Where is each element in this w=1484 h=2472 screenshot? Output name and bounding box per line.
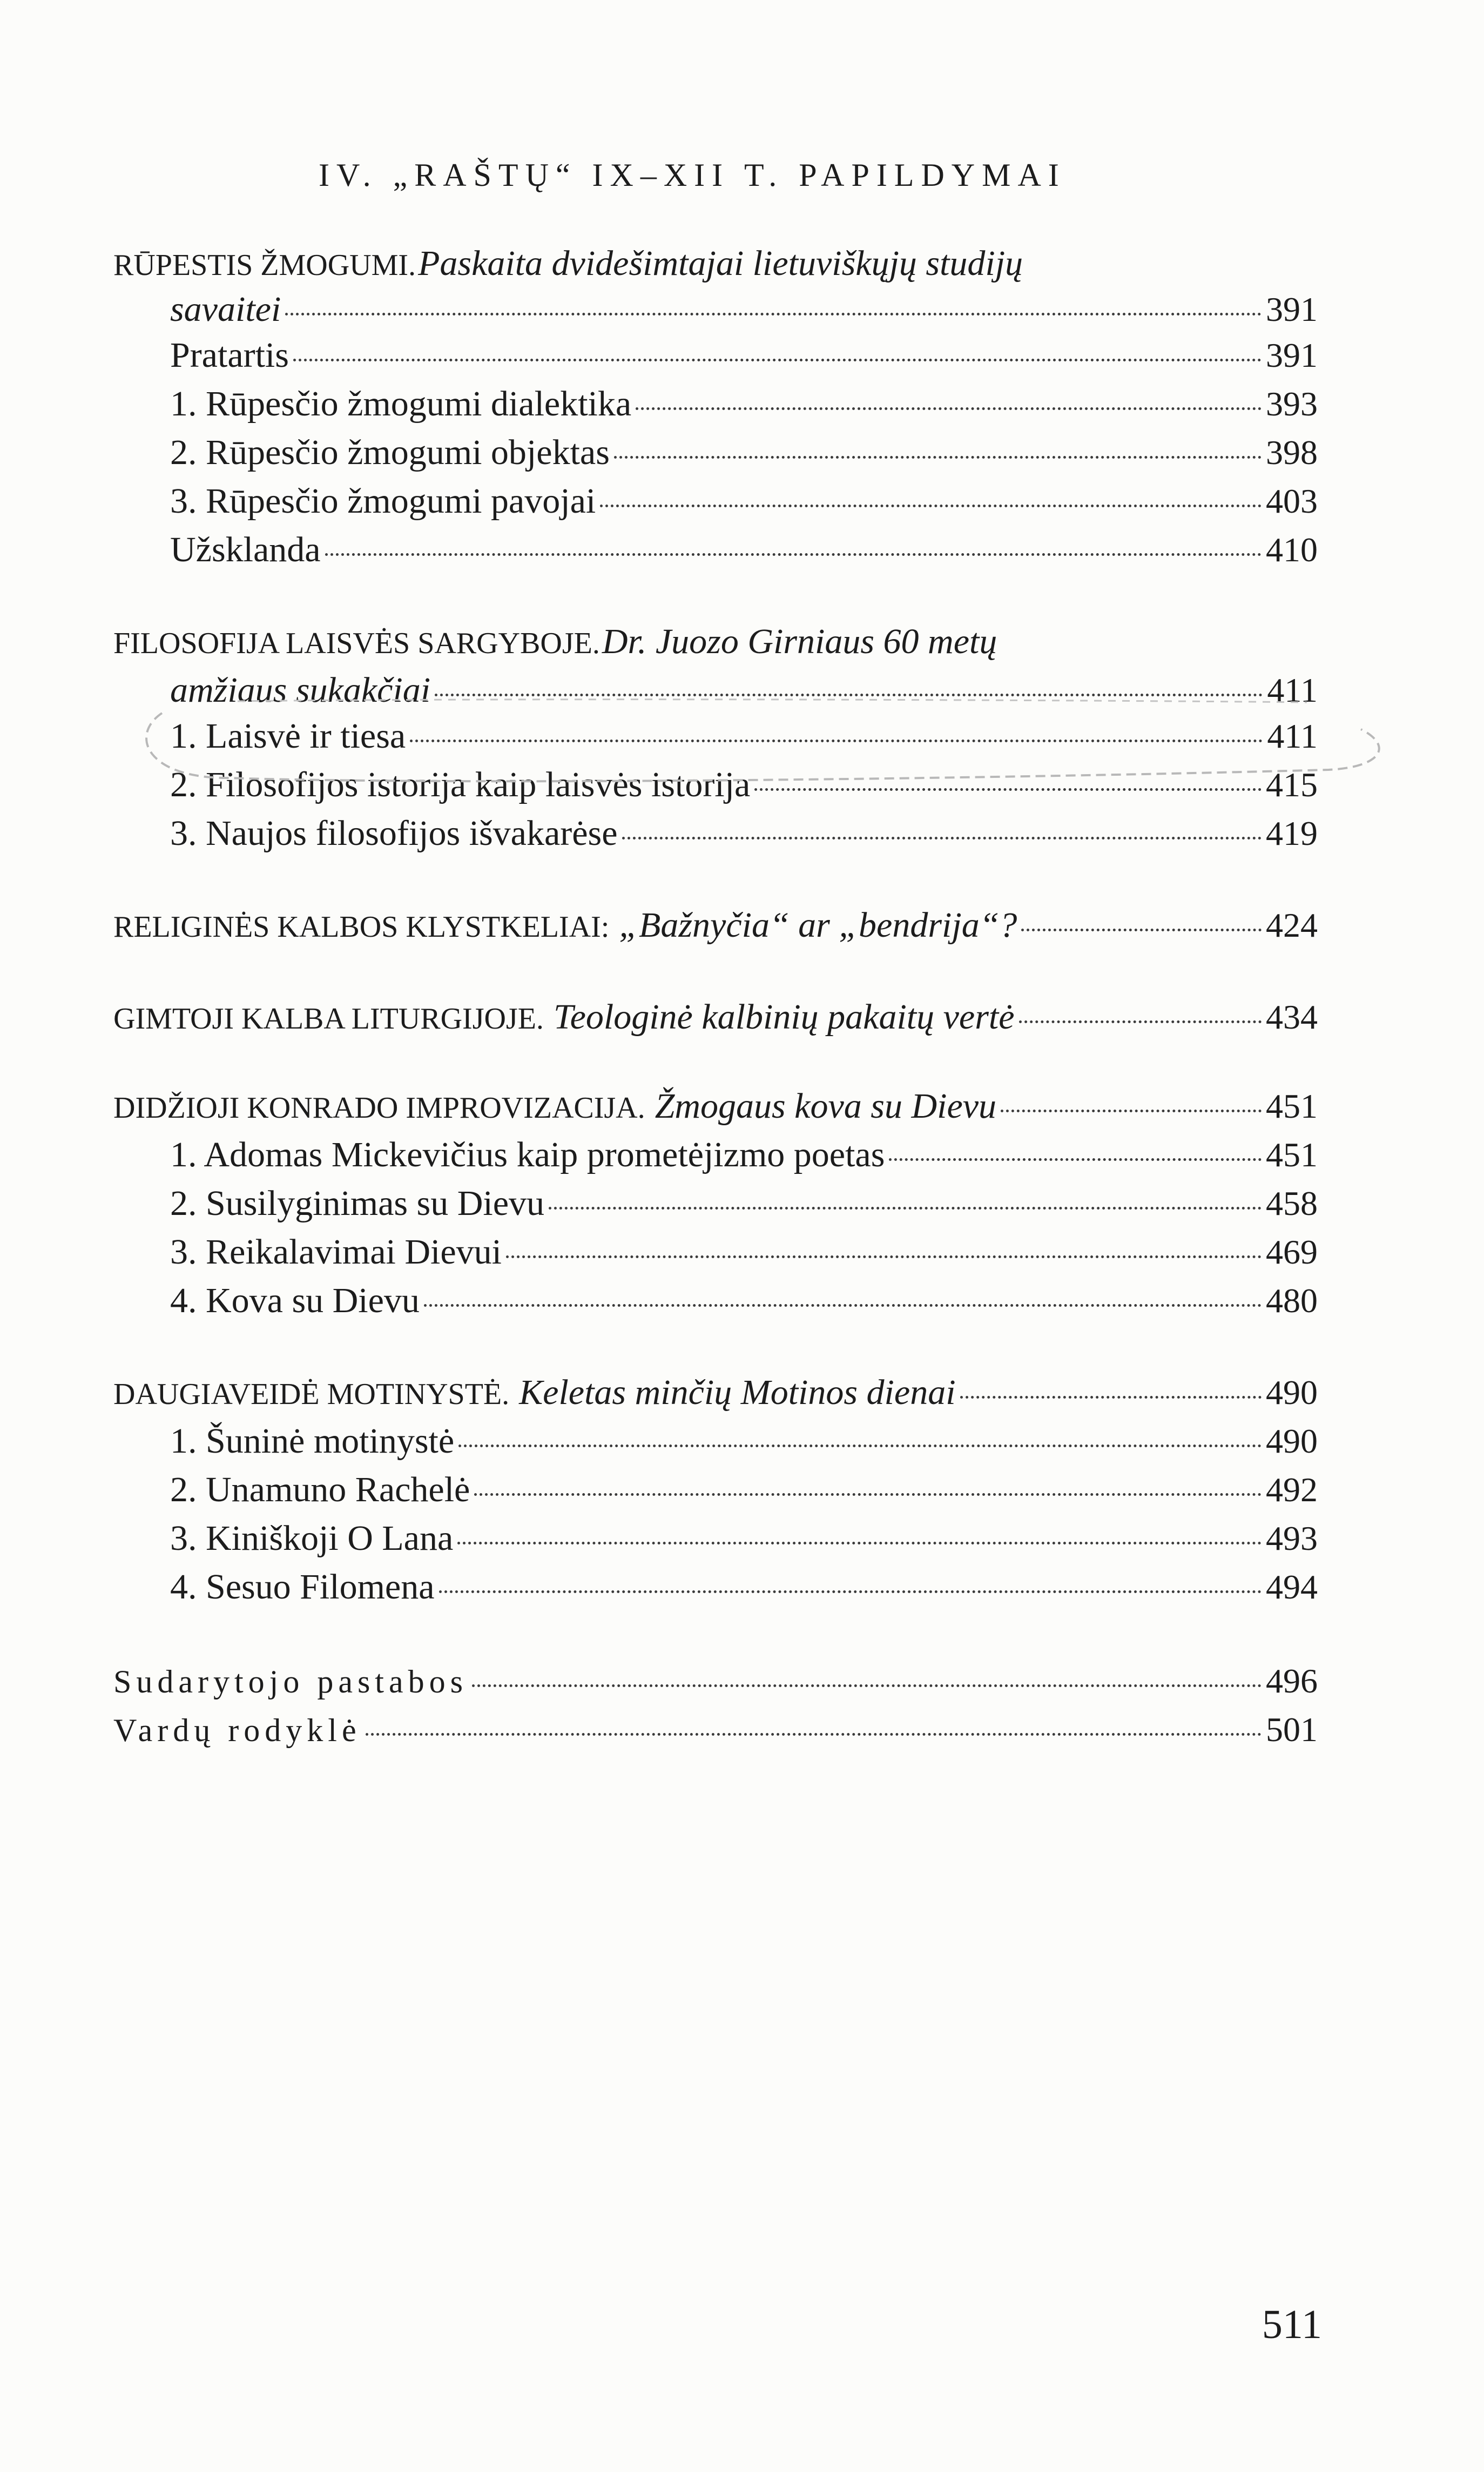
toc-entry: 1. Laisvė ir tiesa 411 xyxy=(170,716,1318,756)
page-number: 511 xyxy=(1262,2302,1322,2347)
toc-entry: 3. Rūpesčio žmogumi pavojai 403 xyxy=(170,481,1318,521)
section-6-title: DAUGIAVEIDĖ MOTINYSTĖ. Keletas minčių Motinos dienai 490 xyxy=(113,1373,1318,1412)
toc-entry: 4. Sesuo Filomena 494 xyxy=(170,1567,1318,1607)
appendix-index: Vardų rodyklė 501 xyxy=(113,1710,1318,1749)
toc-entry: 3. Naujos filosofijos išvakarėse 419 xyxy=(170,814,1318,853)
toc-entry: 2. Susilyginimas su Dievu 458 xyxy=(170,1184,1318,1223)
toc-entry: 1. Šuninė motinystė 490 xyxy=(170,1421,1318,1461)
section-5-title: DIDŽIOJI KONRADO IMPROVIZACIJA. Žmogaus kova su Dievu 451 xyxy=(113,1086,1318,1126)
toc-entry: 2. Unamuno Rachelė 492 xyxy=(170,1470,1318,1509)
section-3-title: RELIGINĖS KALBOS KLYSTKELIAI: „Bažnyčia“ ar „bendrija“? 424 xyxy=(113,905,1318,945)
page-heading: IV. „RAŠTŲ“ IX–XII T. PAPILDYMAI xyxy=(319,157,1066,193)
toc-entry: 1. Rūpesčio žmogumi dialektika 393 xyxy=(170,384,1318,424)
toc-entry: Pratartis 391 xyxy=(170,335,1318,375)
toc-entry: 2. Rūpesčio žmogumi objektas 398 xyxy=(170,433,1318,472)
section-1-title-cont: savaitei 391 xyxy=(170,290,1318,329)
section-2-title: FILOSOFIJA LAISVĖS SARGYBOJE. Dr. Juozo Girniaus 60 metų xyxy=(113,622,997,661)
toc-entry: 4. Kova su Dievu 480 xyxy=(170,1281,1318,1320)
dot-leader xyxy=(285,313,1262,315)
page-ref: 391 xyxy=(1266,290,1318,328)
section-2-title-cont: amžiaus sukakčiai 411 xyxy=(170,670,1318,710)
toc-entry: 3. Reikalavimai Dievui 469 xyxy=(170,1232,1318,1272)
toc-entry: 2. Filosofijos istorija kaip laisvės istorija 415 xyxy=(170,765,1318,804)
toc-entry: Užsklanda 410 xyxy=(170,530,1318,569)
toc-entry: 3. Kiniškoji O Lana 493 xyxy=(170,1519,1318,1558)
section-1-title: RŪPESTIS ŽMOGUMI. Paskaita dvidešimtajai lietuviškųjų studijų xyxy=(113,244,1023,283)
appendix-notes: Sudarytojo pastabos 496 xyxy=(113,1662,1318,1700)
toc-entry: 1. Adomas Mickevičius kaip prometėjizmo poetas 451 xyxy=(170,1135,1318,1174)
section-4-title: GIMTOJI KALBA LITURGIJOJE. Teologinė kalbinių pakaitų vertė 434 xyxy=(113,997,1318,1037)
